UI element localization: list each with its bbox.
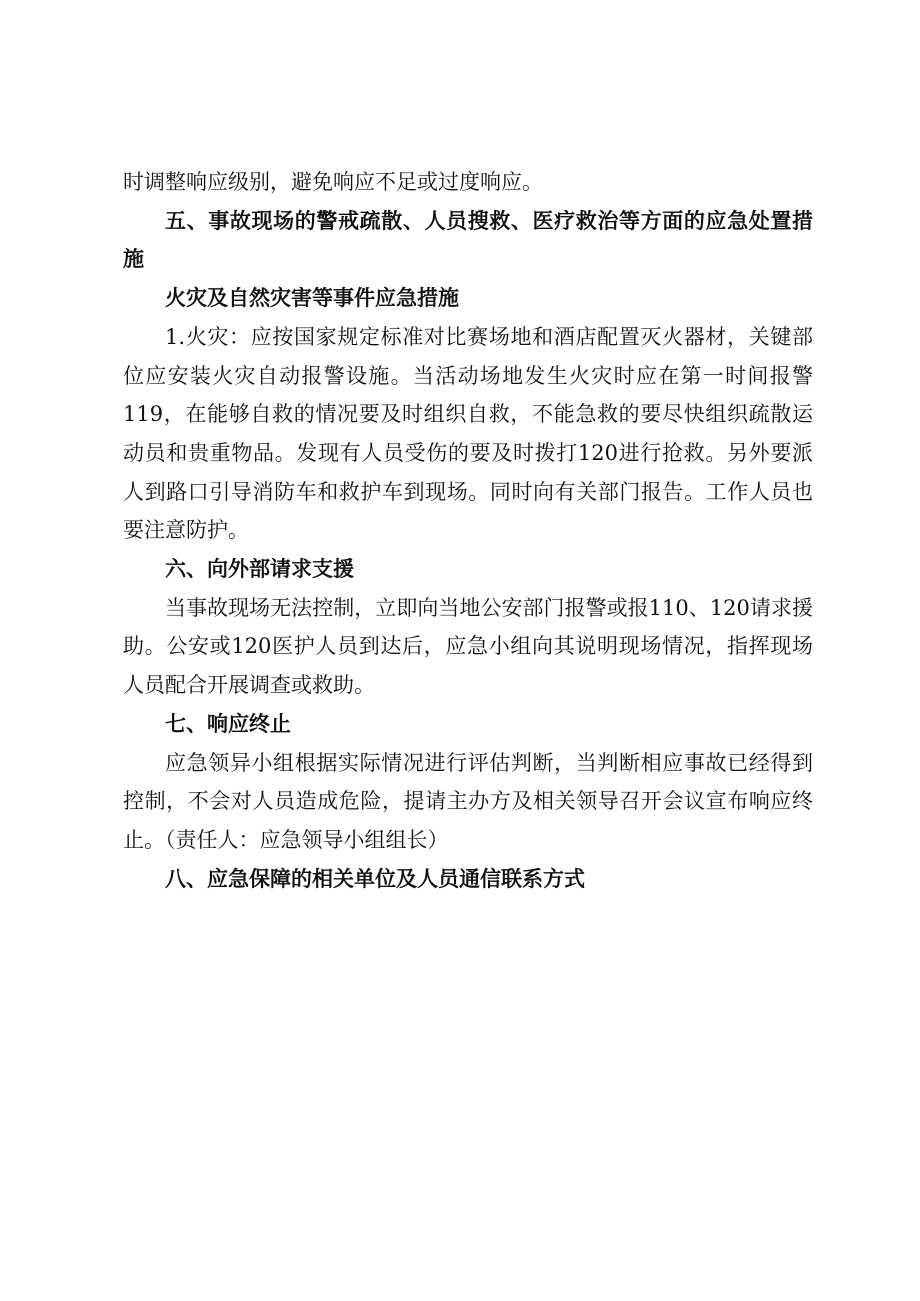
paragraph-continuation: 时调整响应级别，避免响应不足或过度响应。 <box>123 170 543 194</box>
document-body <box>123 163 813 898</box>
section-heading-5: 五、事故现场的警戒疏散、人员搜救、医疗救治等方面的应急处置措施 <box>123 208 813 272</box>
paragraph-external-support: 当事故现场无法控制，立即向当地公安部门报警或报110、120请求援助。公安或120医护人员到达后，应急小组向其说明现场情况，指挥现场人员配合开展调查或救助。 <box>123 595 813 698</box>
section-heading-7: 七、响应终止 <box>165 711 291 736</box>
paragraph-fire-measures: 1.火灾：应按国家规定标准对比赛场地和酒店配置灭火器材，关键部位应安装火灾自动报警设施。当活动场地发生火灾时应在第一时间报警119，在能够自救的情况要及时组织自救，不能急救的要尽快组织疏散运动员和贵重物品。发现有人员受伤的要及时拨打120进行抢救。另外要派人到路口引导消防车和救护车到现场。同时向有关部门报告。工作人员也要注意防护。 <box>123 324 813 543</box>
section-heading-6: 六、向外部请求支援 <box>165 557 354 582</box>
paragraph-response-termination: 应急领异小组根据实际情况进行评估判断，当判断相应事故已经得到控制，不会对人员造成危险，提请主办方及相关领导召开会议宣布响应终止。（责任人：应急领导小组组长） <box>123 750 813 852</box>
section-heading-8: 八、应急保障的相关单位及人员通信联系方式 <box>165 866 585 891</box>
subsection-heading-fire: 火灾及自然灾害等事件应急措施 <box>165 286 459 311</box>
